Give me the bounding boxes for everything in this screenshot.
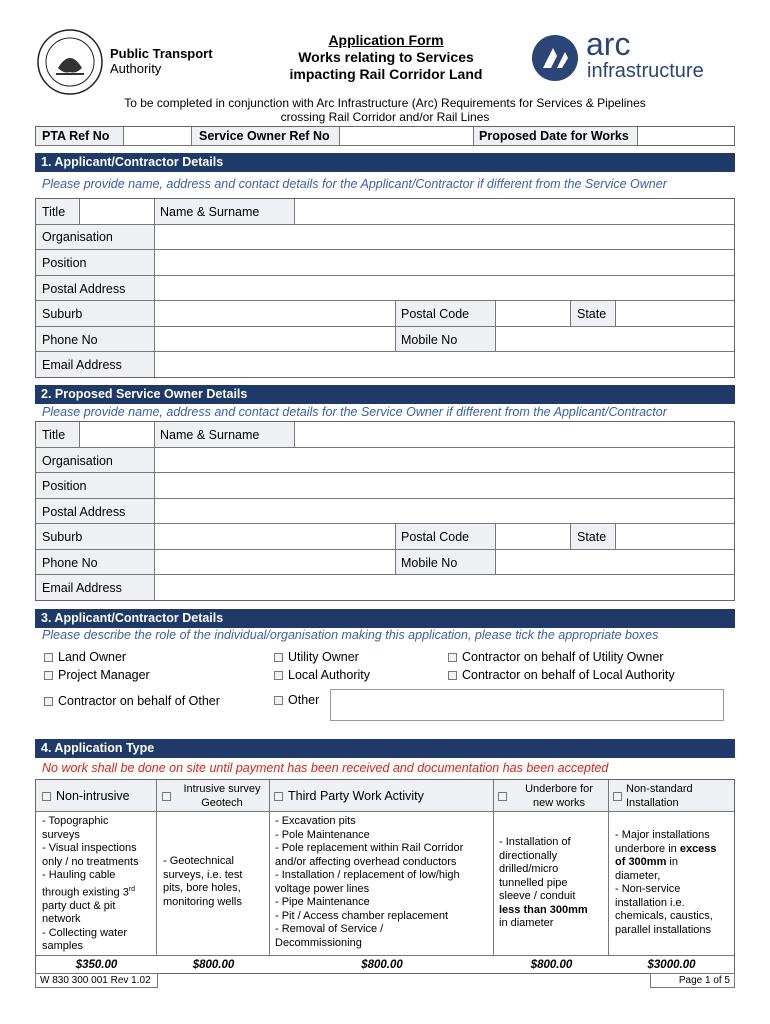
contractor-local-checkbox[interactable]: [448, 671, 457, 680]
s1-email-label: Email Address: [42, 358, 122, 372]
s1-postal-address-input[interactable]: [155, 276, 734, 301]
underbore-label-1: Underbore for: [525, 783, 593, 795]
intrusive-survey-label-2: Geotech: [201, 796, 243, 809]
desc-line: samples: [42, 940, 83, 953]
desc-line: - Hauling cable: [42, 869, 116, 881]
desc-line: - Pole replacement within Rail Corridor: [275, 842, 464, 854]
contractor-other-label: Contractor on behalf of Other: [58, 694, 220, 708]
utility-owner-checkbox[interactable]: [274, 653, 283, 662]
s1-position-input[interactable]: [155, 250, 734, 276]
option-land-owner[interactable]: [44, 650, 126, 664]
underbore-label: [510, 783, 608, 810]
desc-line: and/or affecting overhead conductors: [275, 855, 457, 868]
form-subtitle-line1: Works relating to Services: [298, 49, 474, 65]
intrusive-survey-label-1: Intrusive survey: [183, 783, 261, 795]
type-non-intrusive[interactable]: [42, 789, 130, 803]
s1-position-label: Position: [42, 256, 87, 270]
desc-line: - Installation of: [499, 836, 571, 848]
third-party-checkbox[interactable]: [274, 792, 283, 801]
s1-postal-code-input[interactable]: [496, 301, 571, 327]
s2-postal-address-input[interactable]: [155, 499, 734, 524]
intrusive-survey-label: [176, 783, 268, 810]
desc-line: - Visual inspections: [42, 842, 137, 854]
desc-line: directionally: [499, 849, 558, 862]
s2-email-input[interactable]: [155, 575, 734, 600]
desc-line: installation i.e.: [615, 896, 685, 909]
underbore-description: [499, 836, 607, 931]
price-intrusive-survey: $800.00: [192, 959, 235, 971]
form-title-block: [262, 32, 510, 83]
arc-wordmark: arc: [586, 26, 631, 62]
desc-line: - Pole Maintenance: [275, 828, 370, 841]
desc-line: voltage power lines: [275, 882, 370, 895]
owner-ref-label: Service Owner Ref No: [199, 129, 330, 143]
s1-suburb-input[interactable]: [155, 301, 396, 327]
local-authority-label: Local Authority: [288, 668, 370, 682]
option-contractor-other[interactable]: [44, 694, 220, 708]
price-non-intrusive: $350.00: [75, 959, 118, 971]
type-third-party[interactable]: [274, 789, 424, 803]
desc-line: network: [42, 913, 81, 926]
contractor-local-label: Contractor on behalf of Local Authority: [462, 668, 675, 682]
pta-name-line1: Public Transport: [110, 46, 213, 61]
arc-wordmark-sub: infrastructure: [587, 60, 704, 82]
section3-heading: 3. Applicant/Contractor Details: [41, 611, 224, 625]
page-number: Page 1 of 5: [650, 973, 735, 988]
s1-organisation-label: Organisation: [42, 230, 113, 244]
desc-line: Decommissioning: [275, 936, 362, 949]
desc-line: - Major installations: [615, 829, 710, 841]
s1-postal-code-label: Postal Code: [401, 307, 470, 321]
s2-organisation-label: Organisation: [42, 454, 113, 468]
local-authority-checkbox[interactable]: [274, 671, 283, 680]
desc-bold: excess: [679, 842, 717, 855]
desc-line: chemicals, caustics,: [615, 910, 713, 922]
section2-form: [35, 421, 735, 601]
s1-postal-address-label: Postal Address: [42, 282, 126, 296]
other-description-input[interactable]: [330, 689, 724, 721]
s2-postal-code-label: Postal Code: [401, 530, 470, 544]
desc-line: - Installation / replacement of low/high: [275, 869, 460, 881]
land-owner-checkbox[interactable]: [44, 653, 53, 662]
option-contractor-utility[interactable]: [448, 650, 663, 664]
non-standard-description: [615, 829, 733, 937]
s1-organisation-input[interactable]: [155, 225, 734, 250]
s2-suburb-input[interactable]: [155, 524, 396, 550]
desc-line: surveys: [42, 828, 80, 841]
s2-mobile-input[interactable]: [496, 550, 734, 575]
desc-line: monitoring wells: [163, 895, 242, 908]
desc-line: in diameter: [499, 917, 554, 929]
non-intrusive-checkbox[interactable]: [42, 792, 51, 801]
section2-header: [35, 385, 735, 404]
non-intrusive-label: Non-intrusive: [56, 789, 130, 803]
desc-line-text: through existing 3: [42, 886, 129, 899]
option-utility-owner[interactable]: [274, 650, 359, 664]
section2-note: Please provide name, address and contact details for the Service Owner if different from the Applicant/Contractor: [42, 405, 667, 419]
desc-text: in: [666, 856, 678, 868]
s2-position-label: Position: [42, 479, 87, 493]
pta-name-line2: Authority: [110, 61, 162, 76]
s1-suburb-label: Suburb: [42, 307, 83, 321]
other-label: Other: [288, 693, 320, 707]
desc-line: - Collecting water: [42, 926, 127, 939]
s2-organisation-input[interactable]: [155, 448, 734, 473]
desc-line: surveys, i.e. test: [163, 868, 243, 881]
doc-reference: W 830 300 001 Rev 1.02: [35, 973, 158, 988]
wa-government-crest: [36, 28, 104, 96]
other-checkbox[interactable]: [274, 696, 283, 705]
desc-line: diameter,: [615, 869, 661, 882]
non-intrusive-description: [42, 815, 156, 954]
s2-position-input[interactable]: [155, 473, 734, 499]
arc-logo-icon: [531, 34, 579, 82]
desc-line: - Non-service: [615, 883, 681, 895]
intrusive-survey-description: [163, 855, 267, 909]
s1-title-input[interactable]: [80, 199, 155, 225]
proposed-date-input[interactable]: [638, 127, 734, 146]
desc-line: - Excavation pits: [275, 815, 356, 827]
form-title: Application Form: [328, 32, 444, 48]
price-non-standard: $3000.00: [647, 959, 696, 971]
option-contractor-local[interactable]: [448, 668, 675, 682]
s2-postal-address-label: Postal Address: [42, 505, 126, 519]
pta-name: [110, 46, 213, 76]
underbore-label-2: new works: [533, 796, 585, 809]
land-owner-label: Land Owner: [58, 650, 127, 664]
s1-email-input[interactable]: [155, 352, 734, 377]
option-local-authority[interactable]: [274, 668, 370, 682]
third-party-label: Third Party Work Activity: [288, 789, 424, 803]
s1-phone-label: Phone No: [42, 333, 98, 347]
non-standard-label-1: Non-standard: [626, 783, 693, 795]
application-type-table: [35, 779, 735, 974]
section1-heading: 1. Applicant/Contractor Details: [41, 155, 224, 169]
form-subtitle-line2: impacting Rail Corridor Land: [289, 66, 483, 82]
non-standard-label-2: Installation: [626, 796, 679, 809]
superscript: rd: [128, 885, 136, 893]
desc-line: parallel installations: [615, 923, 711, 936]
pta-ref-label: PTA Ref No: [42, 129, 110, 143]
s2-title-input[interactable]: [80, 422, 155, 448]
desc-text: underbore in: [615, 842, 680, 855]
section1-form: [35, 198, 735, 378]
s2-name-label: Name & Surname: [160, 428, 260, 442]
s2-mobile-label: Mobile No: [401, 556, 458, 570]
desc-line: [42, 883, 156, 900]
desc-bold: of 300mm: [615, 856, 667, 868]
s2-name-input[interactable]: [295, 422, 734, 448]
pta-ref-input[interactable]: [124, 127, 192, 146]
price-third-party: $800.00: [361, 959, 403, 971]
reference-row: [35, 126, 735, 146]
contractor-utility-checkbox[interactable]: [448, 653, 457, 662]
s1-phone-input[interactable]: [155, 327, 396, 352]
s2-email-label: Email Address: [42, 581, 122, 595]
s2-phone-input[interactable]: [155, 550, 396, 575]
section3-note: Please describe the role of the individual/organisation making this application, please tick the appropriate boxes: [42, 628, 659, 642]
s1-mobile-input[interactable]: [496, 327, 734, 352]
desc-line-bold: less than 300mm: [499, 903, 588, 916]
section3-header: [35, 609, 735, 628]
option-project-manager[interactable]: [44, 668, 150, 682]
s2-postal-code-input[interactable]: [496, 524, 571, 550]
price-underbore: $800.00: [530, 959, 573, 971]
s1-name-input[interactable]: [295, 199, 734, 225]
desc-line: - Topographic: [42, 815, 109, 827]
desc-line: [615, 856, 733, 870]
desc-line: only / no treatments: [42, 855, 139, 868]
desc-line: - Pit / Access chamber replacement: [275, 909, 449, 922]
intro-line1: To be completed in conjunction with Arc Infrastructure (Arc) Requirements for Services & Pipelines: [124, 96, 646, 110]
option-other[interactable]: [274, 693, 319, 707]
owner-ref-input[interactable]: [340, 127, 474, 146]
section2-heading: 2. Proposed Service Owner Details: [41, 387, 248, 401]
section1-header: [35, 153, 735, 172]
s2-title-label: Title: [42, 428, 66, 442]
section4-header: [35, 739, 735, 758]
project-manager-label: Project Manager: [58, 668, 150, 682]
underbore-checkbox[interactable]: [498, 792, 507, 801]
third-party-description: [275, 815, 493, 950]
s1-state-input[interactable]: [616, 301, 734, 327]
intrusive-survey-checkbox[interactable]: [162, 792, 171, 801]
s1-mobile-label: Mobile No: [401, 333, 458, 347]
section1-note: Please provide name, address and contact details for the Applicant/Contractor if different from the Service Owner: [42, 177, 667, 191]
s1-title-label: Title: [42, 205, 66, 219]
desc-line: party duct & pit: [42, 899, 116, 912]
type-intrusive-survey[interactable]: [162, 789, 176, 803]
desc-line: [615, 843, 733, 857]
non-standard-label: [626, 783, 731, 810]
s1-state-label: State: [577, 307, 607, 321]
contractor-other-checkbox[interactable]: [44, 697, 53, 706]
desc-line: pits, bore holes,: [163, 882, 241, 894]
section4-heading: 4. Application Type: [41, 741, 155, 755]
type-non-standard[interactable]: [613, 789, 627, 803]
intro-text: [36, 96, 734, 124]
s2-suburb-label: Suburb: [42, 530, 83, 544]
desc-line: drilled/micro: [499, 863, 559, 875]
desc-line: - Removal of Service /: [275, 923, 384, 935]
contractor-utility-label: Contractor on behalf of Utility Owner: [462, 650, 664, 664]
section4-warning: No work shall be done on site until payment has been received and documentation has been accepted: [42, 761, 609, 775]
s2-state-label: State: [577, 530, 607, 544]
desc-line: - Geotechnical: [163, 855, 234, 867]
desc-line: - Pipe Maintenance: [275, 896, 370, 908]
desc-line: tunnelled pipe: [499, 876, 568, 889]
non-standard-checkbox[interactable]: [613, 792, 622, 801]
desc-line: sleeve / conduit: [499, 890, 576, 902]
proposed-date-label: Proposed Date for Works: [479, 129, 629, 143]
project-manager-checkbox[interactable]: [44, 671, 53, 680]
s2-state-input[interactable]: [616, 524, 734, 550]
s1-name-label: Name & Surname: [160, 205, 260, 219]
s2-phone-label: Phone No: [42, 556, 98, 570]
utility-owner-label: Utility Owner: [288, 650, 359, 664]
intro-line2: crossing Rail Corridor and/or Rail Lines: [280, 110, 490, 124]
